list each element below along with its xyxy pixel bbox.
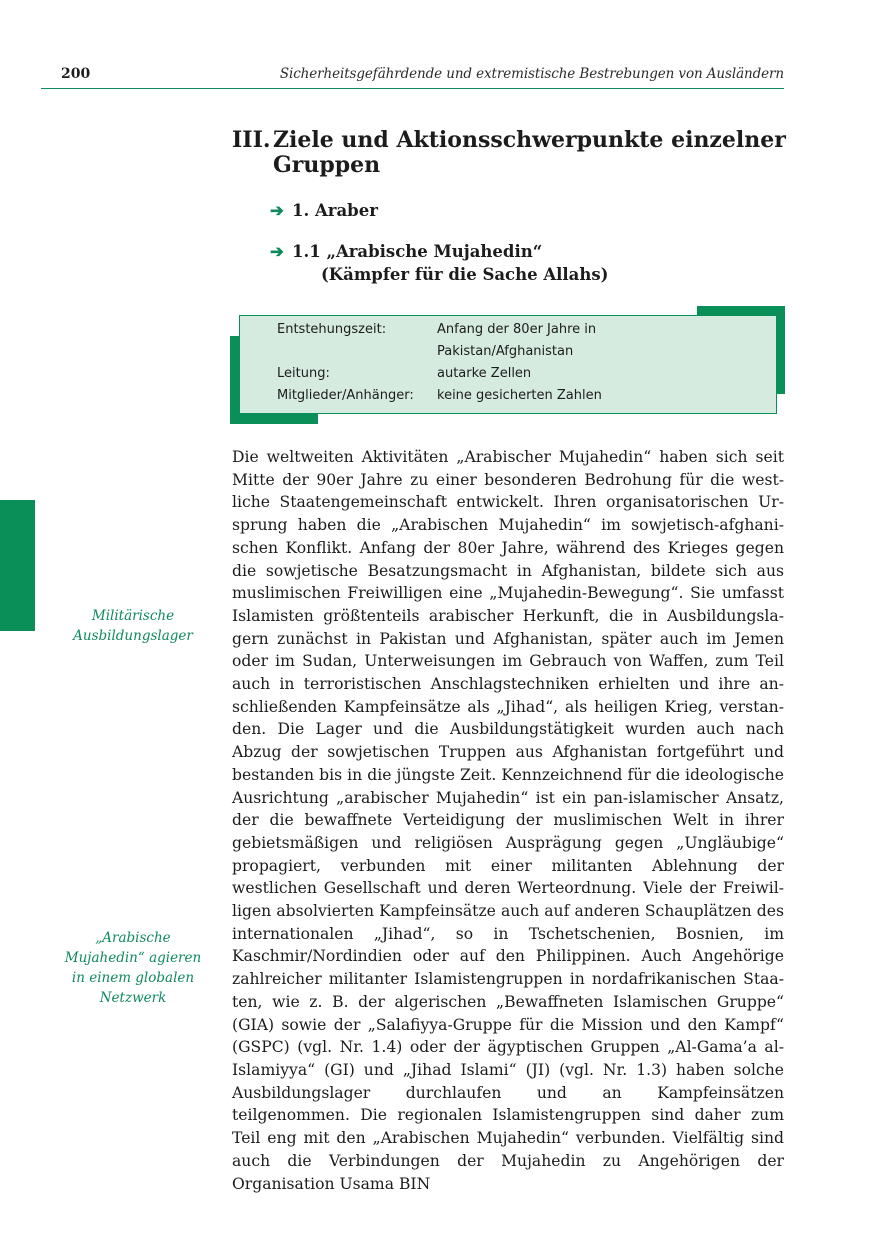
page-header — [41, 62, 784, 89]
fact-value: Pakistan/Afghanistan — [437, 344, 574, 359]
fact-row-leadership — [277, 363, 531, 385]
arrow-right-icon: ➔ — [270, 201, 284, 220]
fact-row-members — [277, 385, 602, 407]
thumb-index-marker — [0, 500, 35, 631]
margin-note-line: Militärische — [91, 608, 175, 624]
fact-label: Leitung: — [277, 366, 330, 381]
chapter-number: III. — [232, 127, 271, 153]
chapter-title-line2: Gruppen — [273, 152, 381, 178]
margin-note-line: Netzwerk — [99, 990, 167, 1006]
margin-note-line: „Arabische — [95, 930, 171, 946]
fact-value: autarke Zellen — [437, 366, 532, 381]
body-paragraph: Die weltweiten Aktivitäten „Arabischer Mujahedin“ haben sich seit Mitte der 90er Jahre zu einer besonderen Bedrohung für die westliche Staatengemeinschaft entwickelt. Ihren organisatorischen Ursprung haben die „Arabischen Mujahedin“ im sowjetisch-afghanischen Konflikt. Anfang der 80er Jahre, während des Krieges gegen die sowjetische Besatzungsmacht in Afghanistan, bildete sich aus muslimischen Freiwilligen eine „Mujahedin-Bewegung“. Sie umfasst Islamisten größtenteils arabischer Herkunft, die in Ausbildungslagern zunächst in Pakistan und Afghanistan, später auch im Jemen oder im Sudan, Unterweisungen im Gebrauch von Waffen, zum Teil auch in terroristischen Anschlagstechniken erhielten und ihre anschließenden Kampfeinsätze als „Jihad“, als heiligen Krieg, verstanden. Die Lager und die Ausbildungstätigkeit wurden auch nach Abzug der sowjetischen Truppen aus Afghanistan fortgeführt und bestanden bis in die jüngste Zeit. Kennzeichnend für die ideologische Ausrichtung „arabischer Mujahedin“ ist ein pan-islamischer Ansatz, der die bewaffnete Verteidigung der muslimischen Welt in ihrer gebietsmäßigen und religiösen Ausprägung gegen „Ungläubige“ propagiert, verbunden mit einer militanten Ablehnung der westlichen Gesellschaft und deren Werteordnung. Viele der Freiwilligen absolvierten Kampfeinsätze auch auf anderen Schauplätzen des internationalen „Jihad“, so in Tschetschenien, Bosnien, im Kaschmir/Nordindien oder auf den Philippinen. Auch Angehörige zahlreicher militanter Islamistengruppen in nordafrikanischen Staaten, wie z. B. der algerischen „Bewaffneten Islamischen Gruppe“ (GIA) sowie der „Salafiyya-Gruppe für die Mission und den Kampf“ (GSPC) (vgl. Nr. 1.4) oder der ägyptischen Gruppen „Al-Gama’a al-Islamiyya“ (GI) und „Jihad Islami“ (JI) (vgl. Nr. 1.3) haben solche Ausbildungslager durchlaufen und an Kampfeinsätzen teilgenommen. Die regionalen Islamistengruppen sind daher zum Teil eng mit den „Arabischen Mujahedin“ verbunden. Vielfältig sind auch die Verbindungen der Mujahedin zu Angehörigen der Organisation Usama BIN — [232, 448, 784, 1193]
fact-box — [230, 306, 785, 424]
fact-value: keine gesicherten Zahlen — [437, 388, 602, 403]
fact-box-panel — [239, 315, 777, 414]
margin-note-line: in einem globalen — [71, 970, 195, 986]
section-subtitle: (Kämpfer für die Sache Allahs) — [321, 265, 609, 284]
chapter-title-line1: Ziele und Aktionsschwerpunkte einzelner — [273, 127, 786, 153]
margin-note-training-camps — [60, 606, 206, 646]
chapter-heading — [232, 128, 792, 178]
fact-value: Anfang der 80er Jahre in — [437, 322, 597, 337]
section-heading-mujahedin — [270, 240, 608, 286]
margin-note-line: Mujahedin“ agieren — [64, 950, 202, 966]
fact-label: Entstehungszeit: — [277, 322, 387, 337]
running-title: Sicherheitsgefährdende und extremistische Bestrebungen von Ausländern — [279, 66, 784, 82]
fact-row-founded — [277, 319, 596, 341]
page-number: 200 — [61, 66, 91, 82]
margin-note-global-network — [60, 928, 206, 1008]
arrow-right-icon: ➔ — [270, 242, 284, 261]
section-heading-araber — [270, 199, 378, 222]
section-title: 1. Araber — [292, 201, 378, 220]
margin-note-line: Ausbildungslager — [73, 628, 193, 644]
section-title: 1.1 „Arabische Mujahedin“ — [292, 242, 543, 261]
fact-label: Mitglieder/Anhänger: — [277, 388, 414, 403]
fact-row-founded-cont — [277, 341, 573, 363]
